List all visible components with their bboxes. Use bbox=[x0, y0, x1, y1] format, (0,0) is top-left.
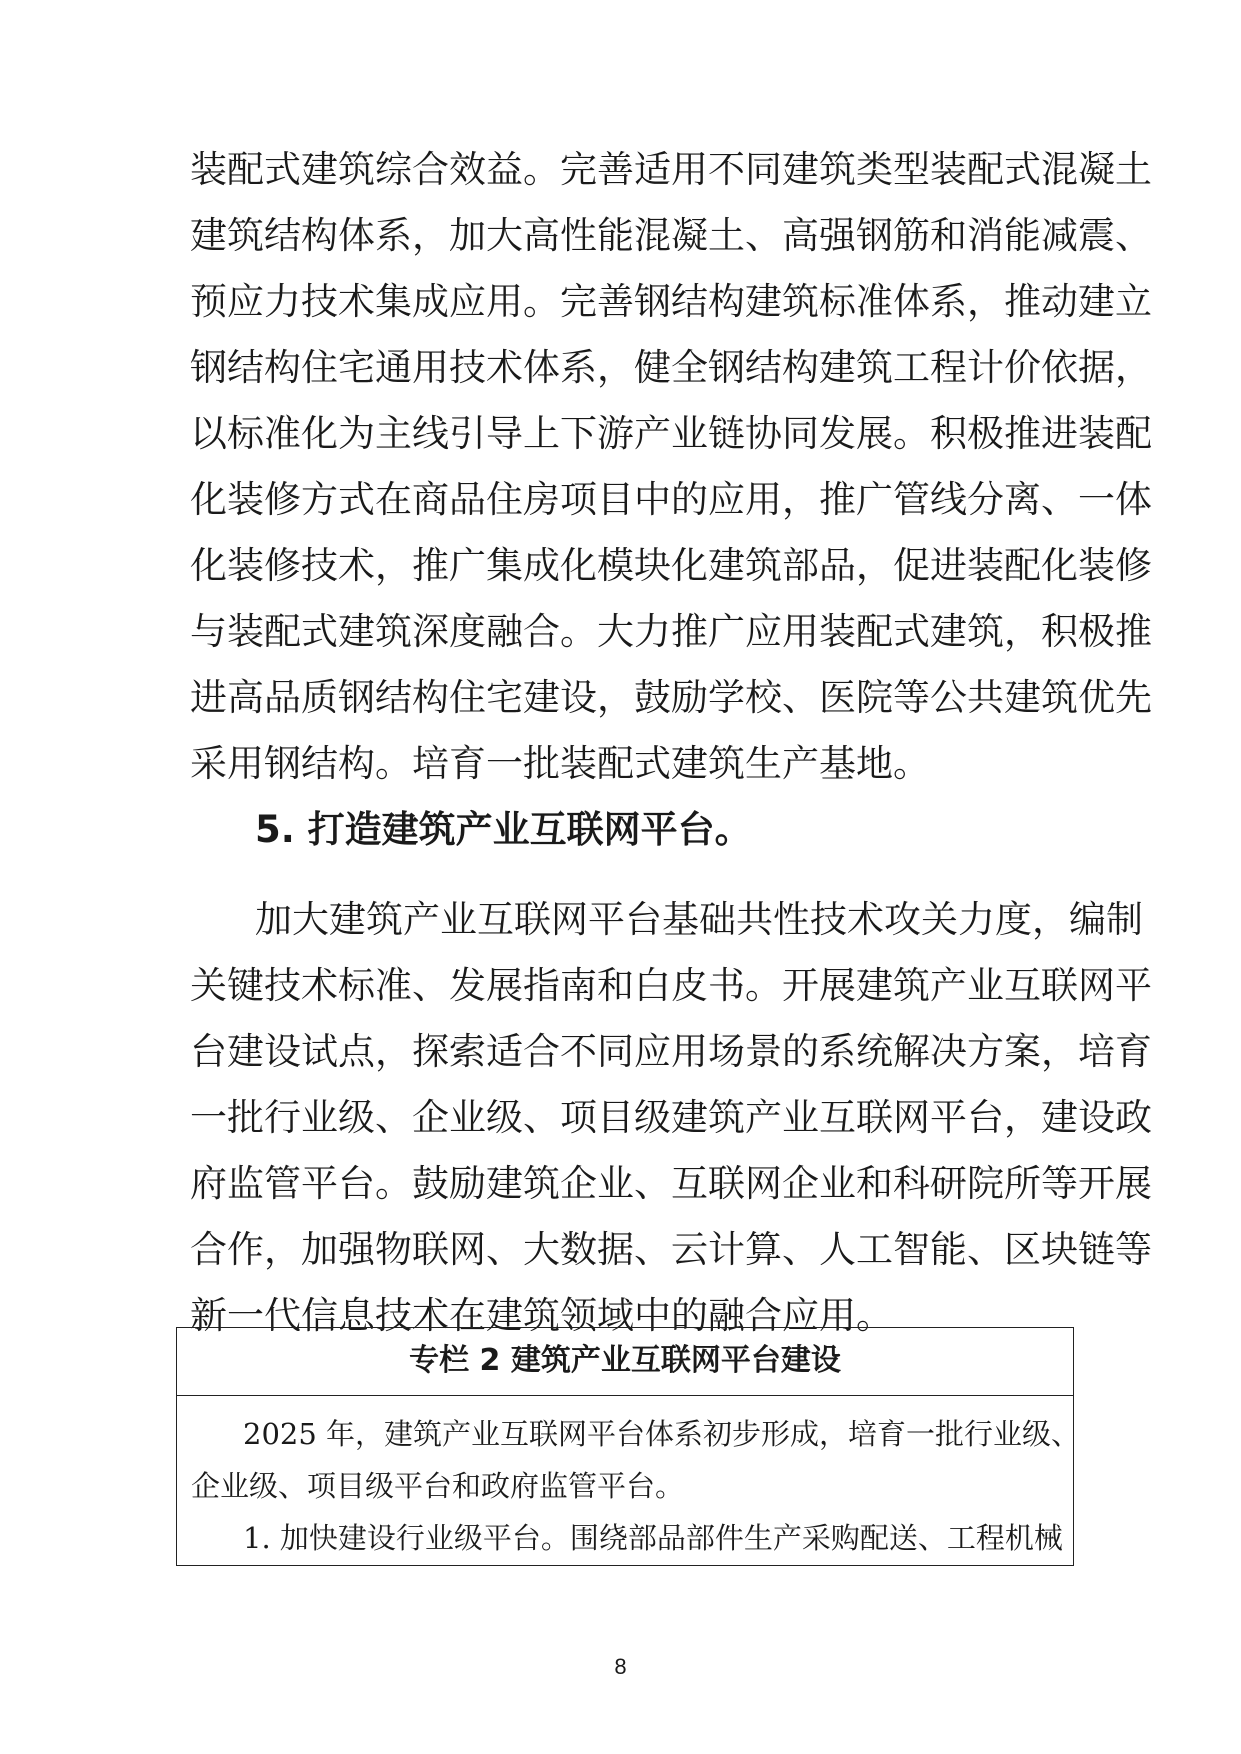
text-line: 与装配式建筑深度融合。大力推广应用装配式建筑，积极推 bbox=[190, 610, 1152, 653]
text-line: 台建设试点，探索适合不同应用场景的系统解决方案，培育 bbox=[190, 1030, 1152, 1073]
text-line: 关键技术标准、发展指南和白皮书。开展建筑产业互联网平 bbox=[190, 964, 1152, 1007]
text-line: 以标准化为主线引导上下游产业链协同发展。积极推进装配 bbox=[190, 412, 1152, 455]
column-box bbox=[176, 1327, 1081, 1566]
text-line: 化装修技术，推广集成化模块化建筑部品，促进装配化装修 bbox=[190, 544, 1152, 587]
text-line: 一批行业级、企业级、项目级建筑产业互联网平台，建设政 bbox=[190, 1096, 1152, 1139]
text-line: 新一代信息技术在建筑领域中的融合应用。 bbox=[190, 1294, 893, 1337]
text-line: 采用钢结构。培育一批装配式建筑生产基地。 bbox=[190, 742, 930, 785]
text-line: 预应力技术集成应用。完善钢结构建筑标准体系，推动建立 bbox=[190, 280, 1152, 323]
page-number: 8 bbox=[614, 1654, 627, 1679]
column-box-line: 1. 加快建设行业级平台。围绕部品部件生产采购配送、工程机械 bbox=[243, 1521, 1063, 1555]
text-line: 钢结构住宅通用技术体系，健全钢结构建筑工程计价依据， bbox=[190, 346, 1152, 389]
column-box-line: 企业级、项目级平台和政府监管平台。 bbox=[191, 1469, 685, 1503]
column-box-line: 2025 年，建筑产业互联网平台体系初步形成，培育一批行业级、 bbox=[243, 1417, 1081, 1451]
text-line: 进高品质钢结构住宅建设，鼓励学校、医院等公共建筑优先 bbox=[190, 676, 1152, 719]
column-box-title: 专栏 2 建筑产业互联网平台建设 bbox=[177, 1328, 1073, 1396]
text-line: 建筑结构体系，加大高性能混凝土、高强钢筋和消能减震、 bbox=[190, 214, 1152, 257]
text-line: 化装修方式在商品住房项目中的应用，推广管线分离、一体 bbox=[190, 478, 1152, 521]
text-line: 合作，加强物联网、大数据、云计算、人工智能、区块链等 bbox=[190, 1228, 1152, 1271]
section-heading: 5. 打造建筑产业互联网平台。 bbox=[255, 808, 752, 851]
text-line: 装配式建筑综合效益。完善适用不同建筑类型装配式混凝土 bbox=[190, 148, 1152, 191]
text-line: 加大建筑产业互联网平台基础共性技术攻关力度，编制 bbox=[255, 898, 1143, 941]
text-line: 府监管平台。鼓励建筑企业、互联网企业和科研院所等开展 bbox=[190, 1162, 1152, 1205]
